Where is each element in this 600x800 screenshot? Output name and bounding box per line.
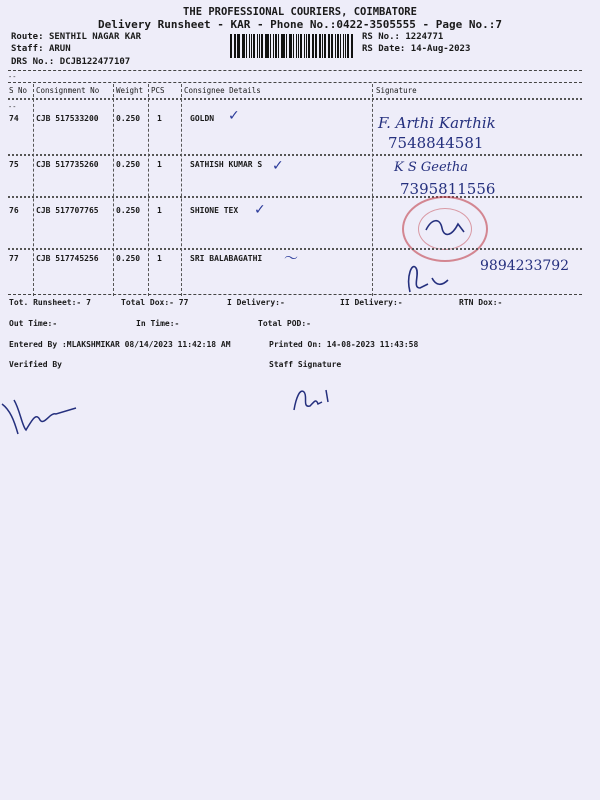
barcode-bar (343, 34, 344, 58)
barcode-bar (237, 34, 239, 58)
company-title: THE PROFESSIONAL COURIERS, COIMBATORE (183, 6, 417, 18)
barcode-bar (300, 34, 302, 58)
barcode-bar (304, 34, 305, 58)
header-divider (8, 70, 582, 71)
barcode-bar (253, 34, 255, 58)
drs-field (11, 57, 130, 67)
rs-date-field (362, 44, 470, 54)
col-header-consignment: Consignment No (36, 86, 100, 95)
col-header-signature: Signature (376, 86, 417, 95)
col-header-consignee: Consignee Details (184, 86, 261, 95)
barcode-bar (308, 34, 310, 58)
row-signature-name: F. Arthi Karthik (378, 114, 496, 132)
column-separator (372, 84, 373, 296)
table-header-rule (8, 98, 582, 100)
total-pod: Total POD:- (258, 319, 311, 328)
barcode-bar (328, 34, 329, 58)
barcode-bar (319, 34, 321, 58)
entered-by: Entered By :MLAKSHMIKAR 08/14/2023 11:42:18 AM (9, 340, 231, 349)
row-sno: 75 (9, 160, 19, 169)
barcode-bar (296, 34, 298, 58)
barcode-bar (286, 34, 287, 58)
total-dox: Total Dox:- 77 (121, 298, 189, 307)
barcode-bar (351, 34, 352, 58)
table-top-rule (8, 82, 582, 83)
row-consignment: CJB 517707765 (36, 206, 99, 215)
barcode-bar (282, 34, 284, 58)
barcode-bar (257, 34, 258, 58)
barcode-bar (243, 34, 245, 58)
barcode-bar (329, 34, 330, 58)
row-sno: 77 (9, 254, 19, 263)
barcode-bar (293, 34, 294, 58)
route-value: SENTHIL NAGAR KAR (48, 32, 142, 42)
verified-by-label: Verified By (9, 360, 62, 369)
barcode-bar (265, 34, 266, 58)
barcode-bar (270, 34, 271, 58)
row-signature-phone: 7395811556 (400, 180, 496, 198)
barcode-bar (259, 34, 260, 58)
ii-delivery: II Delivery:- (340, 298, 403, 307)
barcode-bar (246, 34, 247, 58)
row-consignee: SHIONE TEX (190, 206, 239, 215)
col-header-pcs: PCS (151, 86, 165, 95)
barcode-bar (266, 34, 268, 58)
staff-value: ARUN (48, 44, 71, 54)
barcode-bar (352, 34, 353, 58)
barcode-bar (242, 34, 243, 58)
barcode-bar (345, 34, 346, 58)
barcode-bar (312, 34, 313, 58)
barcode-bar (324, 34, 326, 58)
out-time: Out Time:- (9, 319, 58, 328)
row-weight: 0.250 (116, 206, 141, 215)
barcode-bar (306, 34, 307, 58)
barcode-bar (347, 34, 349, 58)
row-pcs: 1 (157, 206, 162, 215)
staff-field (11, 44, 71, 54)
col-header-weight: Weight (116, 86, 144, 95)
row-sno: 76 (9, 206, 19, 215)
row-divider (8, 196, 582, 198)
column-separator (33, 84, 34, 296)
barcode-bar (281, 34, 282, 58)
barcode-bar (290, 34, 292, 58)
barcode (230, 34, 354, 58)
row-signature-phone: 9894233792 (480, 258, 570, 274)
row-consignment: CJB 517533200 (36, 114, 99, 123)
row-consignment: CJB 517735260 (36, 160, 99, 169)
row-weight: 0.250 (116, 114, 141, 123)
barcode-bar (273, 34, 275, 58)
staff-label: Staff: (11, 44, 44, 54)
dash-marker: -- (8, 73, 17, 81)
barcode-bar (298, 34, 299, 58)
drs-value: DCJB122477107 (59, 57, 131, 67)
company-stamp (402, 196, 488, 262)
barcode-bar (313, 34, 314, 58)
rtn-dox: RTN Dox:- (459, 298, 503, 307)
row-signature-icon (398, 258, 458, 298)
check-mark-icon: ✓ (272, 158, 284, 174)
table-bottom-rule (8, 294, 582, 295)
staff-signature-icon (288, 380, 338, 420)
rs-date-value: 14-Aug-2023 (410, 44, 471, 54)
row-consignment: CJB 517745256 (36, 254, 99, 263)
row-pcs: 1 (157, 114, 162, 123)
barcode-bar (230, 34, 232, 58)
barcode-bar (335, 34, 336, 58)
rs-no-label: RS No.: (362, 32, 400, 42)
column-separator (181, 84, 182, 296)
runsheet-title: Delivery Runsheet - KAR - Phone No.:0422-3505555 - Page No.:7 (98, 18, 502, 31)
check-mark-icon: 〜 (284, 251, 298, 267)
barcode-bar (275, 34, 277, 58)
row-divider (8, 154, 582, 156)
barcode-bar (289, 34, 290, 58)
barcode-bar (322, 34, 323, 58)
verifier-signature-icon (0, 390, 80, 440)
drs-label: DRS No.: (11, 57, 55, 67)
i-delivery: I Delivery:- (227, 298, 285, 307)
row-pcs: 1 (157, 254, 162, 263)
row-weight: 0.250 (116, 160, 141, 169)
row-consignee: SATHISH KUMAR S (190, 160, 263, 169)
row-consignee: SRI BALABAGATHI (190, 254, 263, 263)
row-consignee: GOLDN (190, 114, 215, 123)
barcode-bar (315, 34, 317, 58)
rs-no-field (362, 32, 443, 42)
in-time: In Time:- (136, 319, 180, 328)
check-mark-icon: ✓ (228, 108, 240, 124)
route-field (11, 32, 141, 42)
barcode-bar (278, 34, 279, 58)
row-sno: 74 (9, 114, 19, 123)
barcode-bar (340, 34, 342, 58)
row-pcs: 1 (157, 160, 162, 169)
col-header-sno: S No (9, 86, 28, 95)
barcode-bar (331, 34, 333, 58)
barcode-bar (234, 34, 235, 58)
column-separator (148, 84, 149, 296)
barcode-bar (261, 34, 263, 58)
staff-signature-label: Staff Signature (269, 360, 342, 369)
barcode-bar (337, 34, 339, 58)
barcode-bar (249, 34, 250, 58)
rs-no-value: 1224771 (405, 32, 444, 42)
dash-marker: -- (8, 103, 17, 111)
rs-date-label: RS Date: (362, 44, 406, 54)
printed-on: Printed On: 14-08-2023 11:43:58 (269, 340, 419, 349)
barcode-bar (251, 34, 253, 58)
column-separator (113, 84, 114, 296)
route-label: Route: (11, 32, 44, 42)
row-signature-name: K S Geetha (394, 160, 469, 175)
tot-runsheet: Tot. Runsheet:- 7 (9, 298, 91, 307)
row-weight: 0.250 (116, 254, 141, 263)
barcode-bar (235, 34, 236, 58)
check-mark-icon: ✓ (254, 202, 266, 218)
row-signature-phone: 7548844581 (388, 134, 484, 152)
